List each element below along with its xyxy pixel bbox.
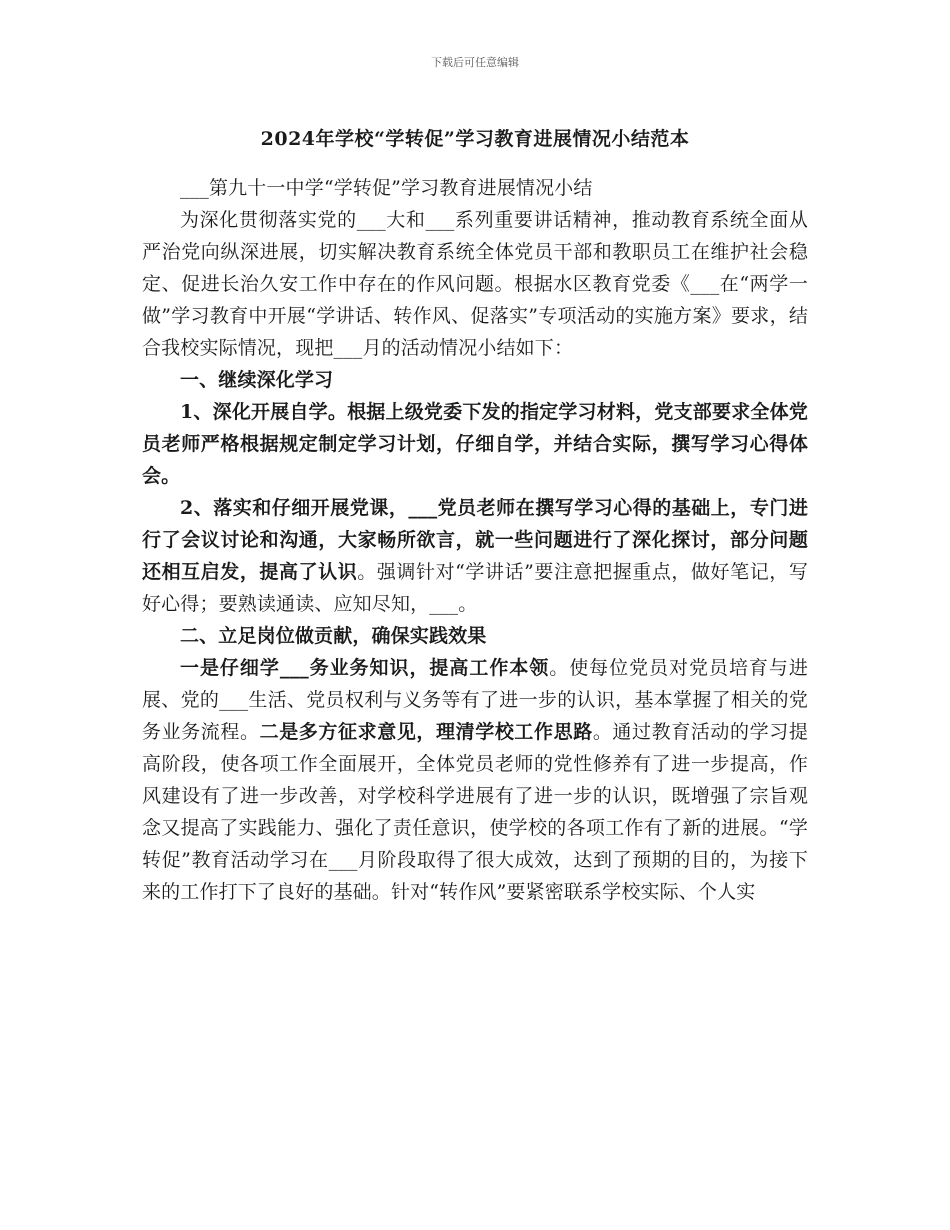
paragraph-self-study: 1、深化开展自学。根据上级党委下发的指定学习材料，党支部要求全体党员老师严格根据规定制定学习计划，仔细自学，并结合实际，撰写学习心得体会。 [142,401,808,487]
paragraph-party-lecture [142,492,808,620]
section-heading-2: 二、立足岗位做贡献，确保实践效果 [180,625,487,647]
document-subtitle: ___第九十一中学“学转促”学习教育进展情况小结 [180,177,593,199]
paragraph-intro: 为深化贯彻落实党的___大和___系列重要讲话精神，推动教育系统全面从严治党向纵深进展，切实解决教育系统全体党员干部和教职员工在维护社会稳定、促进长治久安工作中存在的作风问题。根据水区教育党委《___在“两学一做”学习教育中开展“学讲话、转作风、促落实”专项活动的实施方案》要求，结合我校实际情况，现把___月的活动情况小结如下： [142,209,808,359]
section-heading-1: 一、继续深化学习 [180,369,334,391]
practice-point-1: 一是仔细学___务业务知识，提高工作本领 [180,657,550,679]
party-lecture-bold-text: 2、落实和仔细开展党课，___党员老师在撰写学习心得的基础上，专门进行了会议讨论和沟通，大家畅所欲言，就一些问题进行了深化探讨，部分问题还相互启发，提高了认识 [142,497,808,583]
paragraph-practice [142,652,808,908]
practice-point-2: 二是多方征求意见，理清学校工作思路 [259,721,593,743]
practice-text-1: 。使每位党员对党员培育与进展、党的___生活、党员权利与义务等有了进一步的认识，基本掌握了相关的党务业务流程。 [142,657,808,743]
document-body [142,172,808,908]
document-title: 2024年学校“学转促”学习教育进展情况小结范本 [260,128,690,150]
page-header-note: 下载后可任意编辑 [431,56,519,69]
party-lecture-text: 。强调针对“学讲话”要注意把握重点，做好笔记，写好心得；要熟读通读、应知尽知，___。 [142,561,808,615]
practice-text-2: 。通过教育活动的学习提高阶段，使各项工作全面展开，全体党员老师的党性修养有了进一步提高，作风建设有了进一步改善，对学校科学进展有了进一步的认识，既增强了宗旨观念又提高了实践能力、强化了责任意识，使学校的各项工作有了新的进展。“学转促”教育活动学习在___月阶段取得了很大成效，达到了预期的目的，为接下来的工作打下了良好的基础。针对“转作风”要紧密联系学校实际、个人实 [142,721,808,903]
